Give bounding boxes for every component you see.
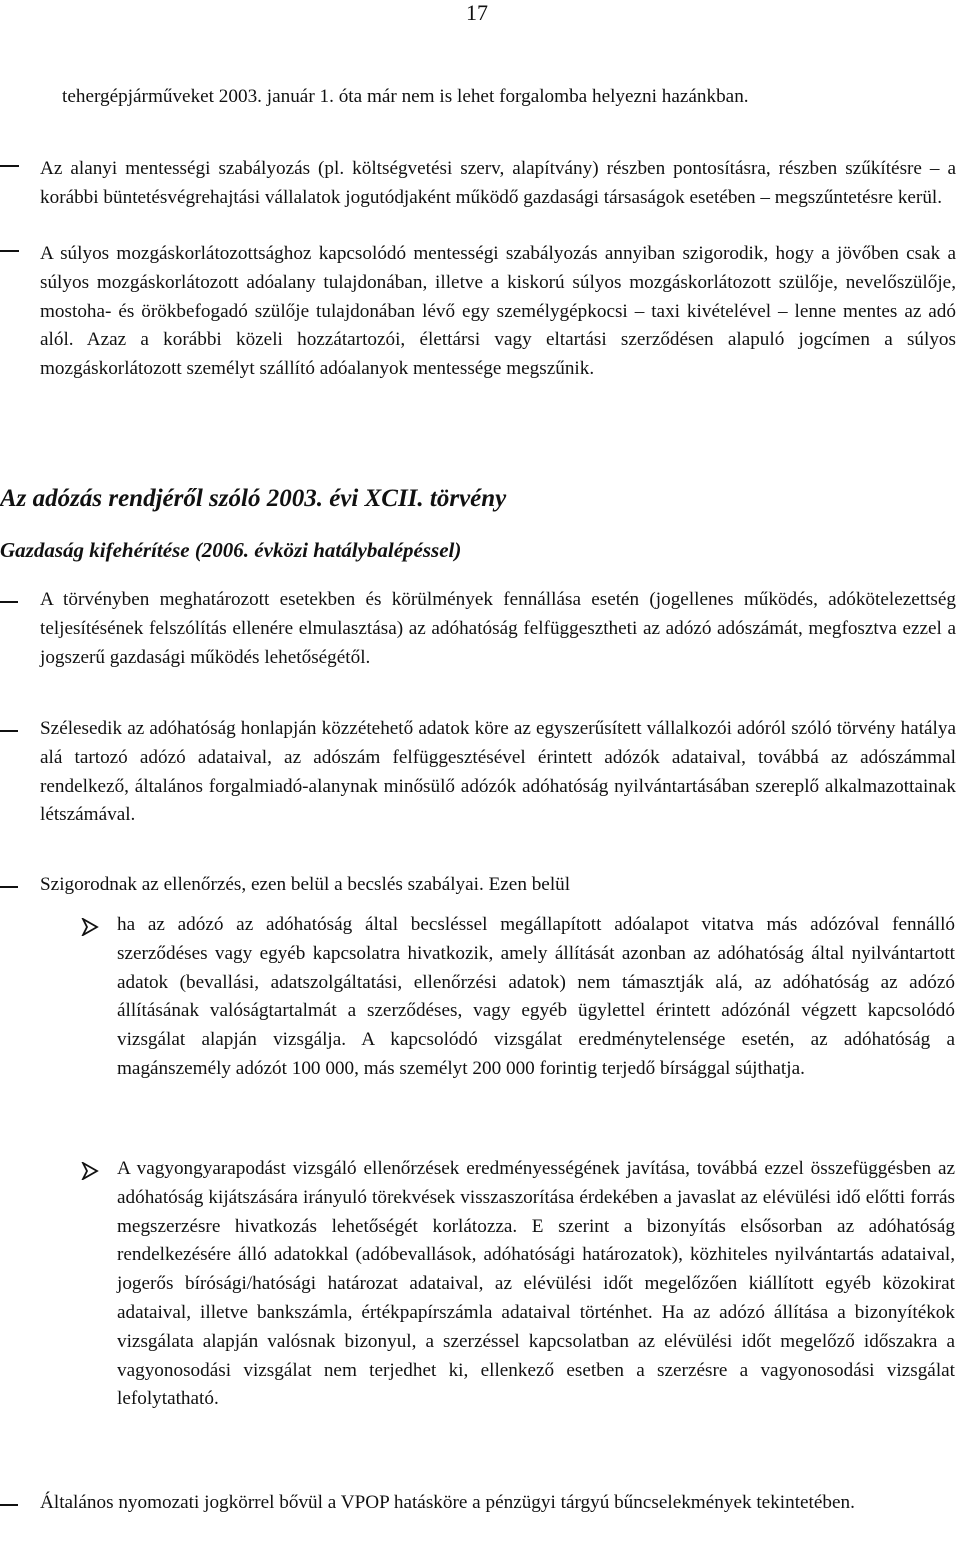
continued-paragraph-text: tehergépjárműveket 2003. január 1. óta már nem is lehet forgalomba helyezni hazánkban. (62, 86, 749, 107)
list-item-text: Az alanyi mentességi szabályozás (pl. költségvetési szerv, alapítvány) részben pontosításra, részben szűkítésre – a korábbi büntetésvégrehajtási vállalatok jogutódjaként működő gazdasági társaságok esetében – megszűntetésre kerül. (40, 158, 956, 208)
dash-bullet-icon (0, 730, 18, 732)
arrowhead-bullet-icon (81, 918, 99, 936)
list-item-text: A törvényben meghatározott esetekben és körülmények fennállása esetén (jogellenes működés, adókötelezettség teljesítésének felszólítás ellenére elmulasztása) az adóhatóság felfüggesztheti az adózó adószámát, megfosztva ezzel a jogszerű gazdasági működés lehetőségétől. (40, 589, 956, 668)
subsection-heading: Gazdaság kifehérítése (2006. évközi hatálybalépéssel) (0, 538, 462, 562)
dash-bullet-icon (0, 165, 19, 167)
dash-bullet-icon (0, 601, 18, 603)
dash-bullet-icon (0, 886, 18, 888)
dash-bullet-icon (0, 1504, 18, 1506)
list-item-text: A súlyos mozgáskorlátozottsághoz kapcsolódó mentességi szabályozás annyiban szigorodik, hogy a jövőben csak a súlyos mozgáskorlátozott adóalany tulajdonában, illetve a kiskorú súlyos mozgáskorlátozott szülője, nevelőszülője, mostoha- és örökbefogadó szülője tulajdonában lévő egy személygépkocsi – taxi kivételével – lenne mentes az adó alól. Azaz a korábbi közeli hozzátartozói, élettársi vagy eltartási szerződésen alapuló jogcímen a súlyos mozgáskorlátozott személyt szállító adóalanyok mentessége megszűnik. (40, 243, 956, 380)
list-item-text: Szélesedik az adóhatóság honlapján közzétehető adatok köre az egyszerűsített vállalkozói adóról szóló törvény hatálya alá tartozó adózó adataival, az adószám felfüggesztésével érintett adózók adataival, továbbá az adószámmal rendelkező, általános forgalmiadó-alanynak minősülő adózók adóhatóság nyilvántartásában szereplő alkalmazottainak létszámával. (40, 718, 956, 826)
continued-paragraph (62, 83, 956, 112)
dash-bullet-icon (0, 250, 19, 252)
arrowhead-bullet-icon (81, 1162, 99, 1180)
list-item-text: Általános nyomozati jogkörrel bővül a VPOP hatásköre a pénzügyi tárgyú bűncselekmények tekintetében. (40, 1492, 855, 1513)
sub-list-item-text: A vagyongyarapodást vizsgáló ellenőrzések eredményességének javítása, továbbá ezzel összefüggésben az adóhatóság kijátszására irányuló törekvések visszaszorítása érdekében a javaslat az elévülési idő előtti forrás megszerzésre hivatkozás lehetőségét korlátozza. E szerint a bizonyítás elsősorban az adóhatóság rendelkezésére álló adatokkal (adóbevallások, adóhatósági határozatok), közhiteles nyilvántartás adataival, jogerős bírósági/hatósági határozat adataival, az elévülési időt megelőzően kiállított egyéb közokirat adataival, illetve bankszámla, értékpapírszámla adataival történhet. Ha az adózó állítása a bizonyítékok vizsgálata alapján valósnak bizonyul, a szerzéssel kapcsolatban az elévülési időt megelőző időszakra a vagyonosodási vizsgálat nem terjedhet ki, ellenkező esetben a szerzésre a vagyonosodási vizsgálat lefolytatható. (117, 1158, 955, 1410)
section-heading: Az adózás rendjéről szóló 2003. évi XCII. törvény (0, 485, 507, 512)
page-number: 17 (466, 0, 488, 25)
sub-list-item-text: ha az adózó az adóhatóság által becsléssel megállapított adóalapot vitatva más adózóval fennálló szerződéses vagy egyéb kapcsolatra hivatkozik, amely állítását azonban az adóhatóság által nyilvántartott adatok (bevallási, adatszolgáltatási, ellenőrzési adatok) nem támasztják alá, az adóhatóság az adózó állításának valóságtartalmát a szerződéses, vagy egyéb ügylettel érintett adózónál végzett kapcsolódó vizsgálat alapján vizsgálja. A kapcsolódó vizsgálat eredménytelensége esetén, az adóhatóság a magánszemély adózót 100 000, más személyt 200 000 forintig terjedő bírsággal sújthatja. (117, 914, 955, 1079)
list-item-text: Szigorodnak az ellenőrzés, ezen belül a becslés szabályai. Ezen belül (40, 874, 571, 895)
